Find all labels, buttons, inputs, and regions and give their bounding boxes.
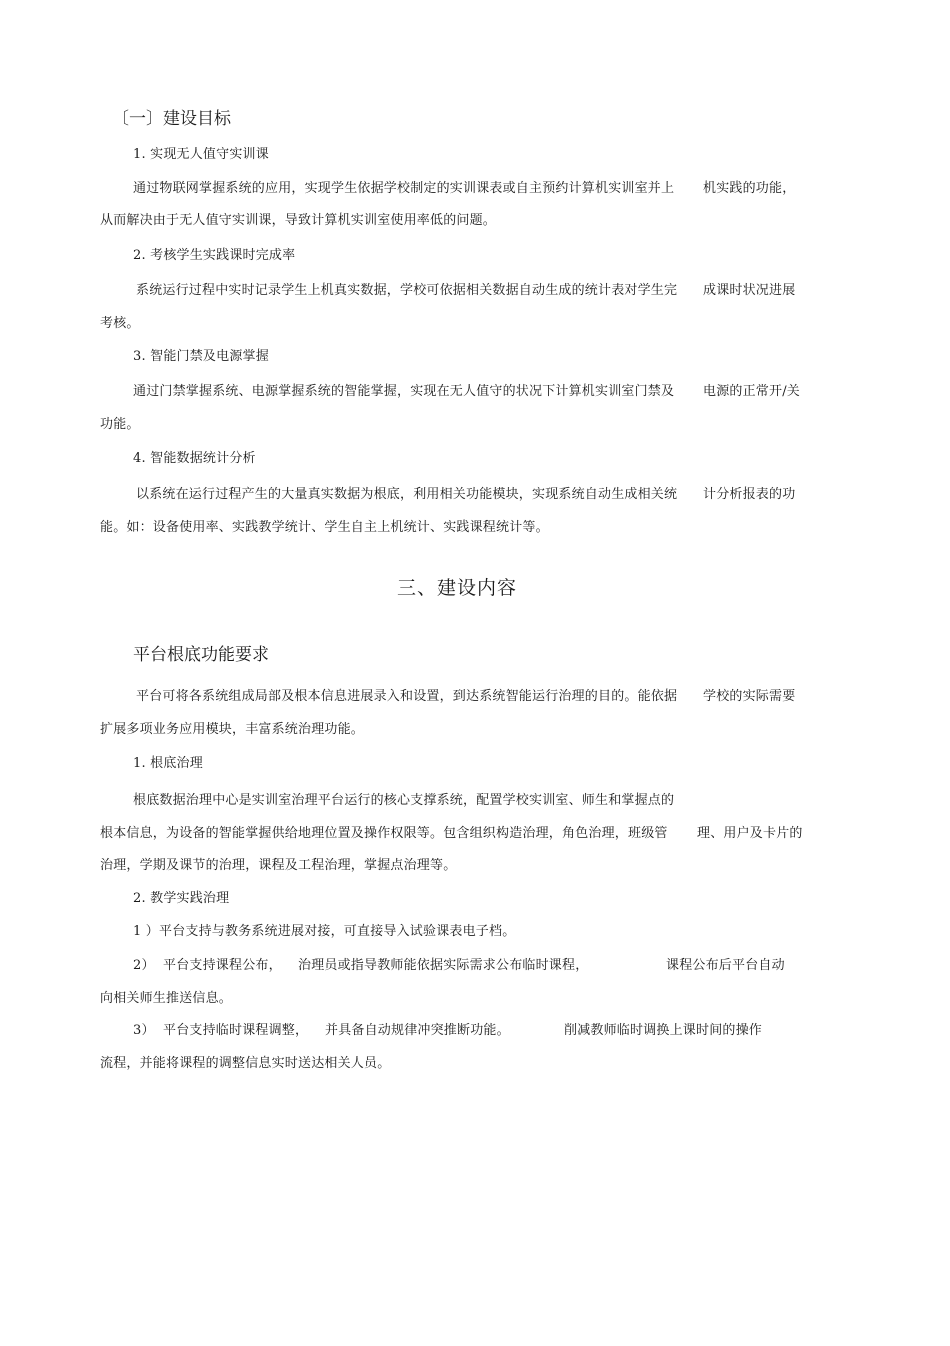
content-2-sub-3-num: 3）: [133, 1023, 155, 1038]
content-1-line-1: 根底数据治理中心是实训室治理平台运行的核心支撑系统，配置学校实训室、师生和掌握点的: [133, 793, 675, 808]
content-1-line-2b: 理、用户及卡片的: [697, 826, 803, 841]
goal-1-line-1a: 通过物联网掌握系统的应用，实现学生依据学校制定的实训课表或自主预约计算机实训室并上: [133, 181, 675, 196]
content-2-sub-3-b: 并具备自动规律冲突推断功能。: [325, 1023, 510, 1038]
content-2-sub-3-cont: 流程，并能将课程的调整信息实时送达相关人员。: [100, 1056, 391, 1071]
content-2-sub-3-c: 削减教师临时调换上课时间的操作: [564, 1023, 763, 1038]
content-1-line-3: 治理，学期及课节的治理，课程及工程治理，掌握点治理等。: [100, 858, 457, 873]
content-2-heading: 2. 教学实践治理: [133, 891, 230, 906]
section-subtitle-platform: 平台根底功能要求: [133, 645, 269, 665]
goal-2-line-2: 考核。: [100, 316, 140, 331]
content-1-heading: 1. 根底治理: [133, 756, 203, 771]
content-2-sub-2-cont: 向相关师生推送信息。: [100, 991, 233, 1006]
section-title-goals: 〔一〕建设目标: [112, 109, 231, 129]
goal-4-line-1b: 计分析报表的功: [703, 487, 796, 502]
content-2-sub-1: 1 ）平台支持与教务系统进展对接，可直接导入试验课表电子档。: [133, 924, 516, 939]
goal-4-line-2: 能。如：设备使用率、实践教学统计、学生自主上机统计、实践课程统计等。: [100, 520, 549, 535]
goal-3-line-2: 功能。: [100, 417, 140, 432]
platform-intro-line-1b: 学校的实际需要: [703, 689, 796, 704]
section-title-content: 三、建设内容: [397, 577, 518, 599]
content-2-sub-2-a: 平台支持课程公布，: [163, 958, 282, 973]
goal-4-heading: 4. 智能数据统计分析: [133, 451, 256, 466]
goal-2-line-1a: 系统运行过程中实时记录学生上机真实数据，学校可依据相关数据自动生成的统计表对学生完: [136, 283, 678, 298]
platform-intro-line-1a: 平台可将各系统组成局部及根本信息进展录入和设置，到达系统智能运行治理的目的。能依据: [136, 689, 678, 704]
goal-3-heading: 3. 智能门禁及电源掌握: [133, 349, 269, 364]
goal-1-line-2: 从而解决由于无人值守实训课，导致计算机实训室使用率低的问题。: [100, 213, 497, 228]
platform-intro-line-2: 扩展多项业务应用模块，丰富系统治理功能。: [100, 722, 365, 737]
content-2-sub-2-c: 课程公布后平台自动: [666, 958, 785, 973]
content-1-line-2a: 根本信息，为设备的智能掌握供给地理位置及操作权限等。包含组织构造治理，角色治理，班级管: [100, 826, 668, 841]
content-2-sub-2-b: 治理员或指导教师能依据实际需求公布临时课程，: [298, 958, 589, 973]
goal-3-line-1a: 通过门禁掌握系统、电源掌握系统的智能掌握，实现在无人值守的状况下计算机实训室门禁及: [133, 384, 675, 399]
goal-1-line-1b: 机实践的功能，: [703, 181, 796, 196]
goal-2-line-1b: 成课时状况进展: [703, 283, 796, 298]
goal-4-line-1a: 以系统在运行过程产生的大量真实数据为根底，利用相关功能模块，实现系统自动生成相关统: [136, 487, 678, 502]
goal-2-heading: 2. 考核学生实践课时完成率: [133, 248, 296, 263]
goal-3-line-1b: 电源的正常开/关: [703, 384, 800, 399]
goal-1-heading: 1. 实现无人值守实训课: [133, 147, 269, 162]
content-2-sub-2-num: 2）: [133, 958, 155, 973]
content-2-sub-3-a: 平台支持临时课程调整，: [163, 1023, 309, 1038]
